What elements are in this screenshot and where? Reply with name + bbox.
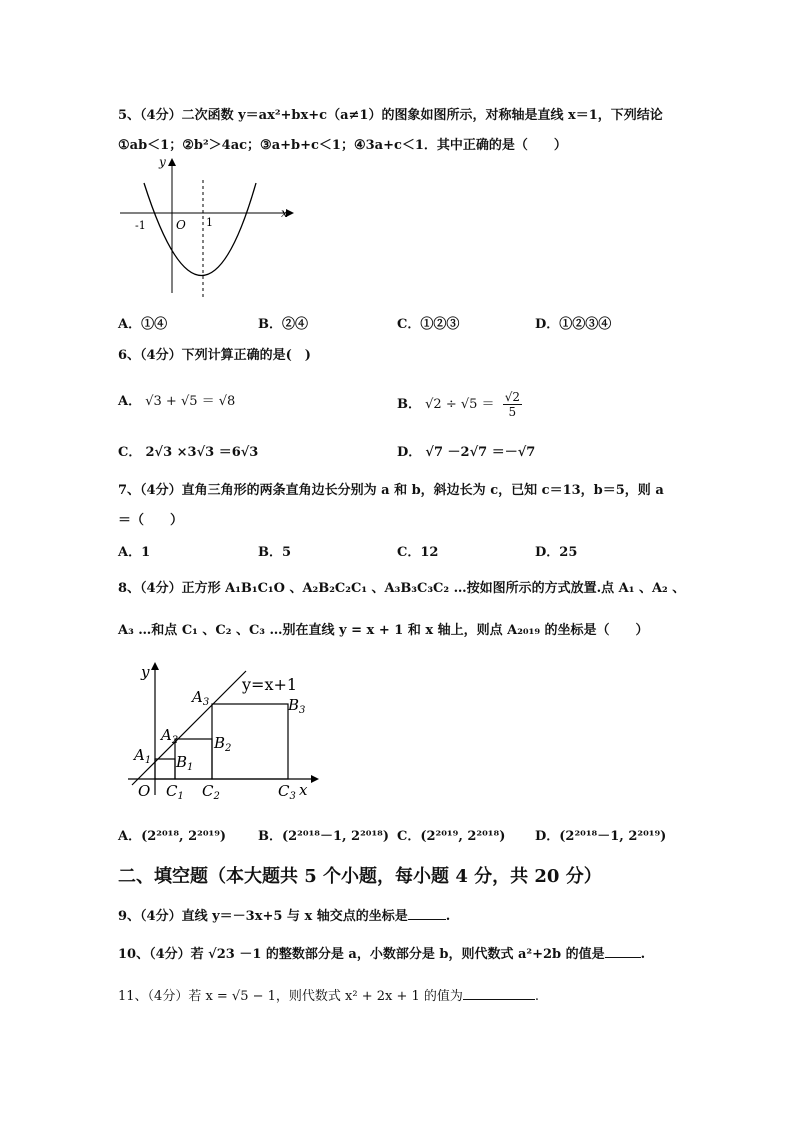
svg-text:C1 xyxy=(166,782,184,802)
q8-stem-line1: 8、（4分）正方形 A₁B₁C₁O 、A₂B₂C₂C₁ 、A₃B₃C₃C₂ …按如图所示的方式放置.点 A₁ 、A₂ 、 xyxy=(118,581,686,596)
q8-c2-label: C xyxy=(202,782,214,800)
q8-line-label: y=x+1 xyxy=(242,675,298,694)
q8-a2-sub: 2 xyxy=(171,735,179,746)
q5-parabola-graph xyxy=(118,150,298,300)
q8-option-a[interactable]: A．(2²⁰¹⁸, 2²⁰¹⁹) xyxy=(118,829,227,844)
q5-stem-line2: ①ab＜1；②b²＞4ac；③a+b+c＜1；④3a+c＜1．其中正确的是（ ） xyxy=(118,138,567,153)
svg-text:B2 xyxy=(213,734,231,754)
svg-text:B1 xyxy=(175,753,193,773)
q8-y-label: y xyxy=(141,663,150,681)
q11-answer-blank[interactable] xyxy=(463,999,535,1000)
q9-text: 9、（4分）直线 y＝－3x+5 与 x 轴交点的坐标是 xyxy=(118,909,408,924)
q8-b2-label: B xyxy=(214,734,226,752)
q8-b1-sub: 1 xyxy=(187,762,194,773)
q6-b-expr-left: √2 ÷ √5 ＝ xyxy=(425,397,495,412)
q7-stem-line1: 7、（4分）直角三角形的两条直角边长分别为 a 和 b，斜边长为 c，已知 c＝13，b＝5，则 a xyxy=(118,483,664,498)
q6-b-denominator: 5 xyxy=(508,405,517,419)
svg-text:A3 xyxy=(190,688,209,708)
q8-b3-sub: 3 xyxy=(299,705,306,716)
q6-a-label: A． xyxy=(118,394,142,409)
q8-a3-sub: 3 xyxy=(202,697,210,708)
q8-c1-label: C xyxy=(166,782,178,800)
q6-a-expr: √3 + √5 ＝ √8 xyxy=(145,394,236,409)
q8-x-label: x xyxy=(299,781,308,799)
q7-option-b[interactable]: B．5 xyxy=(258,545,292,560)
q10-end: . xyxy=(640,947,646,962)
q10-text: 10、（4分）若 √23 －1 的整数部分是 a，小数部分是 b，则代数式 a²+2b 的值是 xyxy=(118,947,605,962)
q8-origin-label: O xyxy=(138,782,151,800)
q6-d-label: D． xyxy=(397,445,422,460)
q5-one-label: 1 xyxy=(206,216,213,229)
q6-b-numerator: √2 xyxy=(504,390,520,404)
q5-option-b[interactable]: B．②④ xyxy=(258,317,308,332)
q5-option-a[interactable]: A．①④ xyxy=(118,317,168,332)
q8-option-c[interactable]: C．(2²⁰¹⁹, 2²⁰¹⁸) xyxy=(397,829,506,844)
q8-b1-label: B xyxy=(176,753,188,771)
q7-stem-line2: ＝（ ） xyxy=(118,513,184,528)
svg-text:B3 xyxy=(287,696,305,716)
q8-c3-sub: 3 xyxy=(289,791,296,802)
q9-line xyxy=(118,905,450,924)
q9-answer-blank[interactable] xyxy=(408,919,446,920)
q8-squares-graph xyxy=(118,655,328,805)
q8-a1-label: A xyxy=(134,746,145,764)
q11-end: . xyxy=(534,989,540,1004)
q9-end: . xyxy=(445,909,451,924)
q7-option-c[interactable]: C．12 xyxy=(397,545,439,560)
q11-text: 11、（4分）若 x = √5 − 1，则代数式 x² + 2x + 1 的值为 xyxy=(118,989,463,1004)
q5-option-c[interactable]: C．①②③ xyxy=(397,317,460,332)
q8-b3-label: B xyxy=(288,696,300,714)
q8-stem-line2: A₃ …和点 C₁ 、C₂ 、C₃ …别在直线 y = x + 1 和 x 轴上，则点 A₂₀₁₉ 的坐标是（ ） xyxy=(118,623,649,638)
svg-text:A1 xyxy=(132,746,151,766)
q5-option-d[interactable]: D．①②③④ xyxy=(535,317,612,332)
q6-option-d[interactable] xyxy=(397,441,535,460)
q10-answer-blank[interactable] xyxy=(605,957,641,958)
svg-text:A2 xyxy=(159,726,178,746)
q5-neg1-label: -1 xyxy=(135,219,146,232)
q6-c-label: C． xyxy=(118,445,142,460)
q11-line xyxy=(118,985,539,1004)
q8-c3-label: C xyxy=(278,782,290,800)
q6-stem: 6、（4分）下列计算正确的是( ) xyxy=(118,348,311,363)
q8-b2-sub: 2 xyxy=(225,743,232,754)
q8-a1-sub: 1 xyxy=(144,755,152,766)
q6-option-b[interactable] xyxy=(397,390,522,419)
q10-line xyxy=(118,943,645,962)
q8-c2-sub: 2 xyxy=(213,791,220,802)
q6-b-label: B． xyxy=(397,397,421,412)
svg-text:C2 xyxy=(202,782,220,802)
q5-y-label: y xyxy=(159,155,166,169)
q5-stem-line1: 5、（4分）二次函数 y＝ax²+bx+c（a≠1）的图象如图所示，对称轴是直线 x＝1，下列结论 xyxy=(118,108,663,123)
q8-a3-label: A xyxy=(192,688,203,706)
q5-origin-label: O xyxy=(176,218,186,232)
q7-option-a[interactable]: A．1 xyxy=(118,545,151,560)
q7-option-d[interactable]: D．25 xyxy=(535,545,578,560)
q6-option-a[interactable] xyxy=(118,390,235,409)
svg-text:C3 xyxy=(278,782,296,802)
q5-x-label: x xyxy=(281,206,288,220)
q6-c-expr: 2√3 ×3√3 ＝6√3 xyxy=(145,445,259,460)
q8-option-d[interactable]: D．(2²⁰¹⁸－1, 2²⁰¹⁹) xyxy=(535,829,667,844)
section-2-heading: 二、填空题（本大题共 5 个小题，每小题 4 分，共 20 分） xyxy=(118,866,602,887)
q8-c1-sub: 1 xyxy=(177,791,184,802)
q6-d-expr: √7 －2√7 ＝－√7 xyxy=(425,445,536,460)
q6-option-c[interactable] xyxy=(118,441,258,460)
q8-a2-label: A xyxy=(161,726,172,744)
q8-option-b[interactable]: B．(2²⁰¹⁸－1, 2²⁰¹⁸) xyxy=(258,829,390,844)
